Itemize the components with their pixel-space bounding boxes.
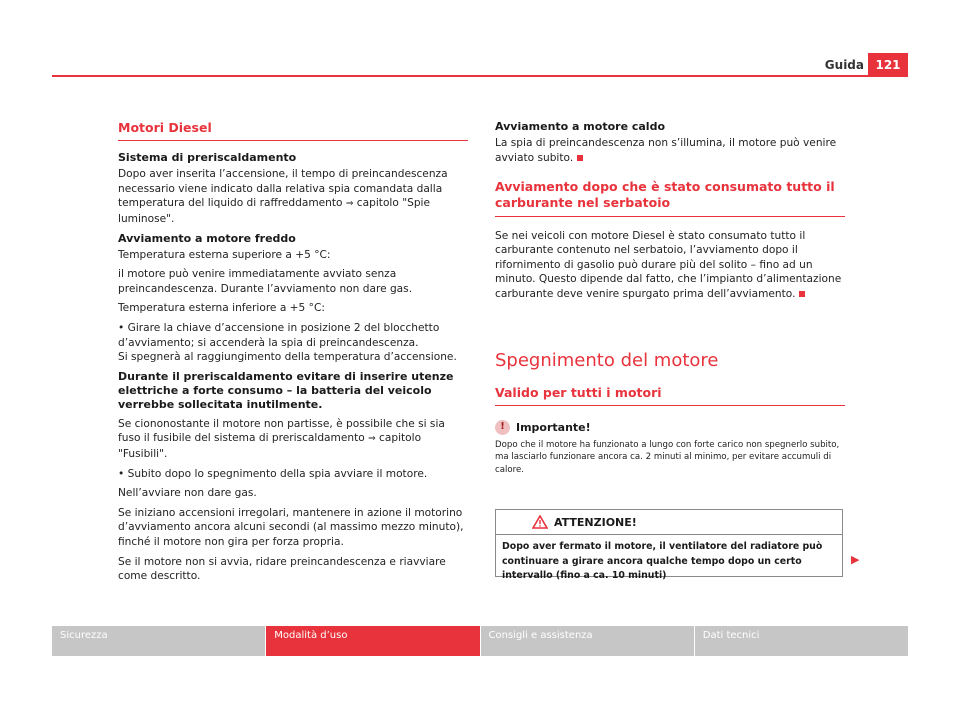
paragraph: • Subito dopo lo spegnimento della spia avviare il motore. <box>118 467 428 480</box>
footer-tab-modalita-uso[interactable]: Modalità d’uso <box>265 626 479 656</box>
paragraph: Se ciononostante il motore non partisse, è possibile che si sia fuso il fusibile del sistema di preriscaldamento ⇒ capitolo "Fusibili". <box>118 417 445 460</box>
warning-header <box>496 510 842 535</box>
paragraph: Temperatura esterna superiore a +5 °C: <box>118 248 331 261</box>
footer-tab-consigli[interactable]: Consigli e assistenza <box>480 626 694 656</box>
subheading-motore-freddo: Avviamento a motore freddo <box>118 231 296 245</box>
reference-arrow-icon: ⇒ <box>345 199 354 210</box>
heading-carburante: Avviamento dopo che è stato consumato tutto il carburante nel serbatoio <box>495 179 845 217</box>
reference-arrow-icon: ⇒ <box>368 434 376 445</box>
header-rule <box>52 75 908 77</box>
subheading-preriscaldamento: Sistema di preriscaldamento <box>118 151 297 165</box>
important-header <box>495 420 845 435</box>
warning-title: ATTENZIONE! <box>554 515 637 529</box>
footer-tab-sicurezza[interactable]: Sicurezza <box>52 626 265 656</box>
bold-note: Durante il preriscaldamento evitare di inserire utenze elettriche a forte consumo – la batteria del veicolo verrebbe sollecitata inutilmente. <box>118 369 454 411</box>
important-text: Dopo che il motore ha funzionato a lungo con forte carico non spegnerlo subito, ma lasciarlo funzionare ancora ca. 2 minuti al minimo, per evitare accumuli di calore. <box>495 439 840 475</box>
paragraph: Se il motore non si avvia, ridare preincandescenza e riavviare come descritto. <box>118 555 446 583</box>
heading-motori-diesel: Motori Diesel <box>118 120 468 141</box>
warning-box <box>495 509 843 581</box>
page-number: 121 <box>868 53 908 77</box>
important-title: Importante! <box>516 420 591 434</box>
paragraph: Nell’avviare non dare gas. <box>118 487 257 500</box>
left-column <box>118 120 468 589</box>
end-mark-icon <box>799 291 805 297</box>
right-column <box>495 120 845 476</box>
paragraph: Se iniziano accensioni irregolari, mantenere in azione il motorino d’avviamento ancora alcuni secondi (al massimo mezzo minuto), finché il motore non gira per forza propria. <box>118 506 464 548</box>
paragraph: Si spegnerà al raggiungimento della temperatura d’accensione. <box>118 351 457 364</box>
paragraph: • Girare la chiave d’accensione in posizione 2 del blocchetto d’avviamento; si accenderà la spia di preincandescenza. <box>118 322 440 349</box>
paragraph: La spia di preincandescenza non s’illumina, il motore può venire avviato subito. <box>495 137 837 164</box>
paragraph: Se nei veicoli con motore Diesel è stato consumato tutto il carburante contenuto nel serbatoio, l’avviamento dopo il rifornimento di gasolio può durare più del solito – fino ad un minuto. Questo dipende dal fatto, che l’impianto d’alimentazione carburante deve venire spurgato prima dell’avviamento. <box>495 229 842 301</box>
subheading-motore-caldo: Avviamento a motore caldo <box>495 120 666 133</box>
heading-tutti-motori: Valido per tutti i motori <box>495 385 845 406</box>
continue-arrow-icon: ▶ <box>851 553 860 566</box>
end-mark-icon <box>577 155 583 161</box>
exclamation-icon: ! <box>495 420 510 435</box>
paragraph: Dopo aver inserita l’accensione, il tempo di preincandescenza necessario viene indicato dalla relativa spia comandata dalla temperatura del liquido di raffreddamento ⇒ capitolo "Spie luminose". <box>118 168 448 226</box>
warning-text: Dopo aver fermato il motore, il ventilatore del radiatore può continuare a girare ancora qualche tempo dopo un certo intervallo (fino a ca. 10 minuti) <box>502 541 823 581</box>
paragraph: Temperatura esterna inferiore a +5 °C: <box>118 302 325 315</box>
warning-triangle-icon <box>532 515 548 529</box>
heading-spegnimento: Spegnimento del motore <box>495 349 719 371</box>
footer-tab-dati-tecnici[interactable]: Dati tecnici <box>694 626 908 656</box>
section-title: Guida <box>824 58 864 72</box>
footer-nav <box>52 626 908 656</box>
paragraph: il motore può venire immediatamente avviato senza preincandescenza. Durante l’avviamento non dare gas. <box>118 268 413 295</box>
